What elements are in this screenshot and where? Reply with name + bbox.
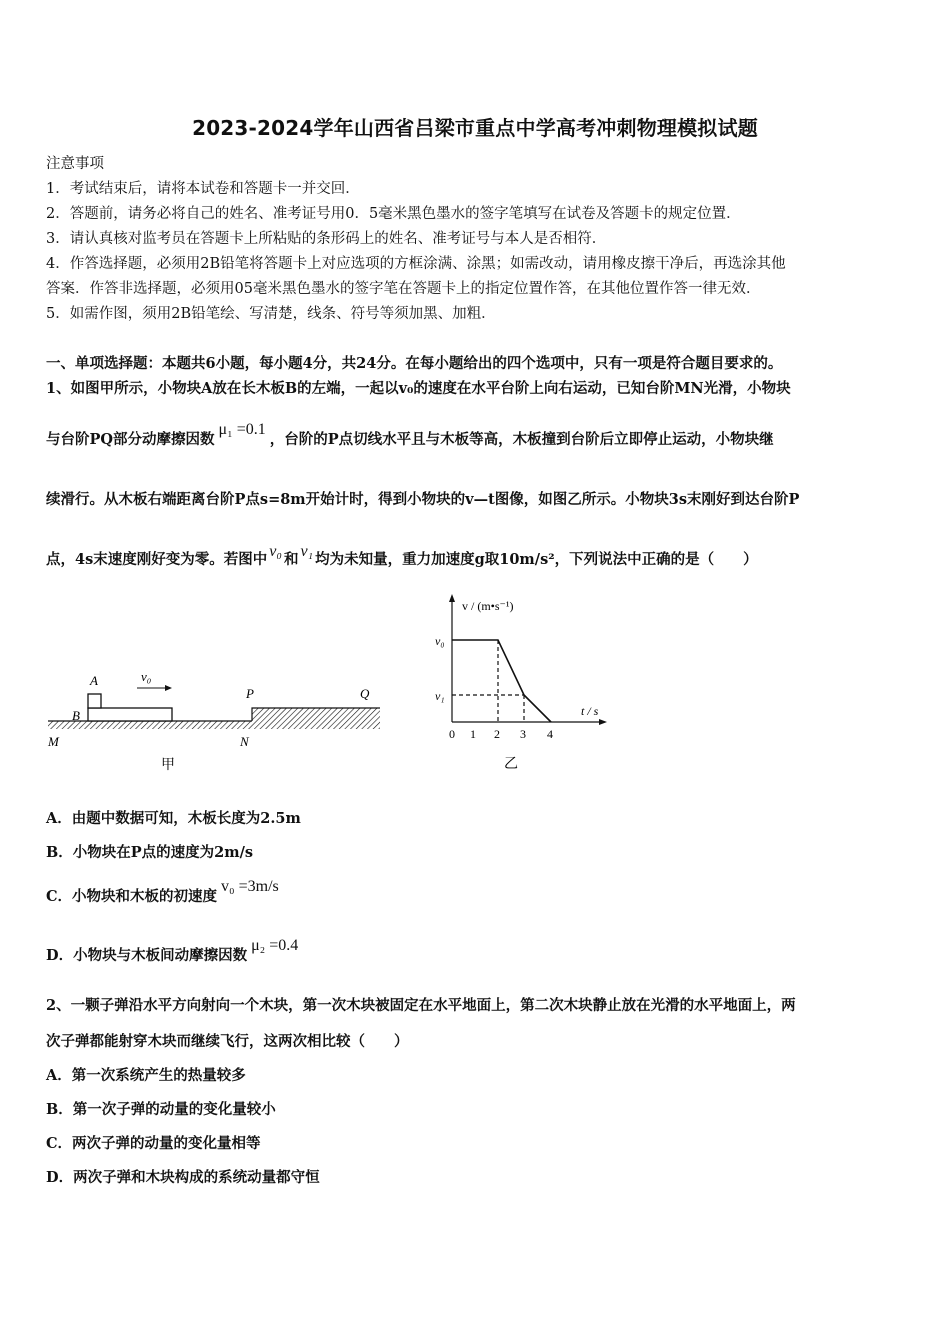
figure-jia [40,660,390,780]
caption-yi: 乙 [504,757,518,772]
notice-item: 3．请认真核对监考员在答题卡上所粘贴的条形码上的姓名、准考证号与本人是否相符． [46,231,607,247]
velocity-arrowhead [165,685,172,691]
label-m: M [48,734,59,749]
label-n: N [240,734,249,749]
notice-item: 答案．作答非选择题，必须用05毫米黑色墨水的签字笔在答题卡上的指定位置作答，在其他位置作答一律无效． [46,281,761,297]
page-title: 2023-2024学年山西省吕梁市重点中学高考冲刺物理模拟试题 [192,116,758,140]
q1-option-d [46,937,299,965]
q2-option-a: A．第一次系统产生的热量较多 [46,1067,246,1084]
label-b: B [72,708,80,723]
step-pq [252,708,380,729]
q1-option-c-text: C．小物块和木板的初速度 [46,888,218,905]
x-axis-arrowhead [599,719,607,725]
q1-line2 [46,421,774,449]
q1-option-c [46,878,279,906]
q2-option-b: B．第一次子弹的动量的变化量较小 [46,1101,276,1118]
figure-yi [425,588,625,778]
x-axis-label: t / s [581,704,599,718]
x-tick: 0 [449,727,455,741]
x-tick: 4 [547,727,553,741]
q2-line1: 2、一颗子弹沿水平方向射向一个木块，第一次木块被固定在水平地面上，第二次木块静止放在光滑的水平地面上，两 [46,997,796,1014]
q2-option-c: C．两次子弹的动量的变化量相等 [46,1135,261,1152]
q1-line2b: ，台阶的P点切线水平且与木板等高，木板撞到台阶后立即停止运动，小物块继 [269,431,774,448]
q1-option-d-text: D．小物块与木板间动摩擦因数 [46,947,248,964]
q1-option-c-math: v₀ =3m/s [221,878,279,895]
q1-line4b: 和 [283,551,299,568]
q2-line2: 次子弹都能射穿木块而继续飞行，这两次相比较（ ） [46,1033,409,1050]
y-tick-v0: v₀ [435,634,445,648]
q1-mu1: μ₁ =0.1 [218,421,266,438]
q2-option-d: D．两次子弹和木块构成的系统动量都守恒 [46,1169,320,1186]
q1-option-b: B．小物块在P点的速度为2m/s [46,844,254,861]
q1-option-a: A．由题中数据可知，木板长度为2.5m [46,810,301,827]
notice-item: 2．答题前，请务必将自己的姓名、准考证号用0．5毫米黑色墨水的签字笔填写在试卷及答题卡的规定位置． [46,206,741,222]
notice-item: 5．如需作图，须用2B铅笔绘、写清楚，线条、符号等须加黑、加粗． [46,306,496,322]
q1-line4a: 点，4s末速度刚好变为零。若图中 [46,551,268,568]
q1-line1: 1、如图甲所示，小物块A放在长木板B的左端，一起以v₀的速度在水平台阶上向右运动，已知台阶MN光滑，小物块 [46,380,791,397]
x-tick: 2 [494,727,500,741]
notice-item: 4．作答选择题，必须用2B铅笔将答题卡上对应选项的方框涂满、涂黑；如需改动，请用橡皮擦干净后，再选涂其他 [46,256,786,272]
q1-line4c: 均为未知量，重力加速度g取10m/s²，下列说法中正确的是（ ） [315,551,758,568]
notice-item: 1．考试结束后，请将本试卷和答题卡一并交回． [46,181,360,197]
section-heading: 一、单项选择题：本题共6小题，每小题4分，共24分。在每小题给出的四个选项中，只有一项是符合题目要求的。 [46,355,783,372]
q1-line2a: 与台阶PQ部分动摩擦因数 [46,431,215,448]
block-a [88,694,101,708]
x-tick: 3 [520,727,526,741]
label-p: P [246,686,254,701]
label-v0: v₀ [141,669,152,684]
q1-v1: v₁ [300,543,314,560]
caption-jia: 甲 [161,758,175,773]
y-axis-arrowhead [449,594,455,602]
board-b [88,708,172,721]
y-axis-label: v / (m•s⁻¹) [462,599,514,613]
q1-v0: v₀ [269,543,282,560]
x-tick: 1 [470,727,476,741]
q1-option-d-math: μ₂ =0.4 [251,937,299,954]
y-tick-v1: v₁ [435,689,445,703]
vt-curve [452,640,551,722]
label-q: Q [360,686,370,701]
notice-heading: 注意事项 [46,156,104,172]
label-a: A [90,673,98,688]
q1-line3: 续滑行。从木板右端距离台阶P点s=8m开始计时，得到小物块的v—t图像，如图乙所示。小物块3s末刚好到达台阶P [46,491,800,508]
q1-line4 [46,543,758,569]
